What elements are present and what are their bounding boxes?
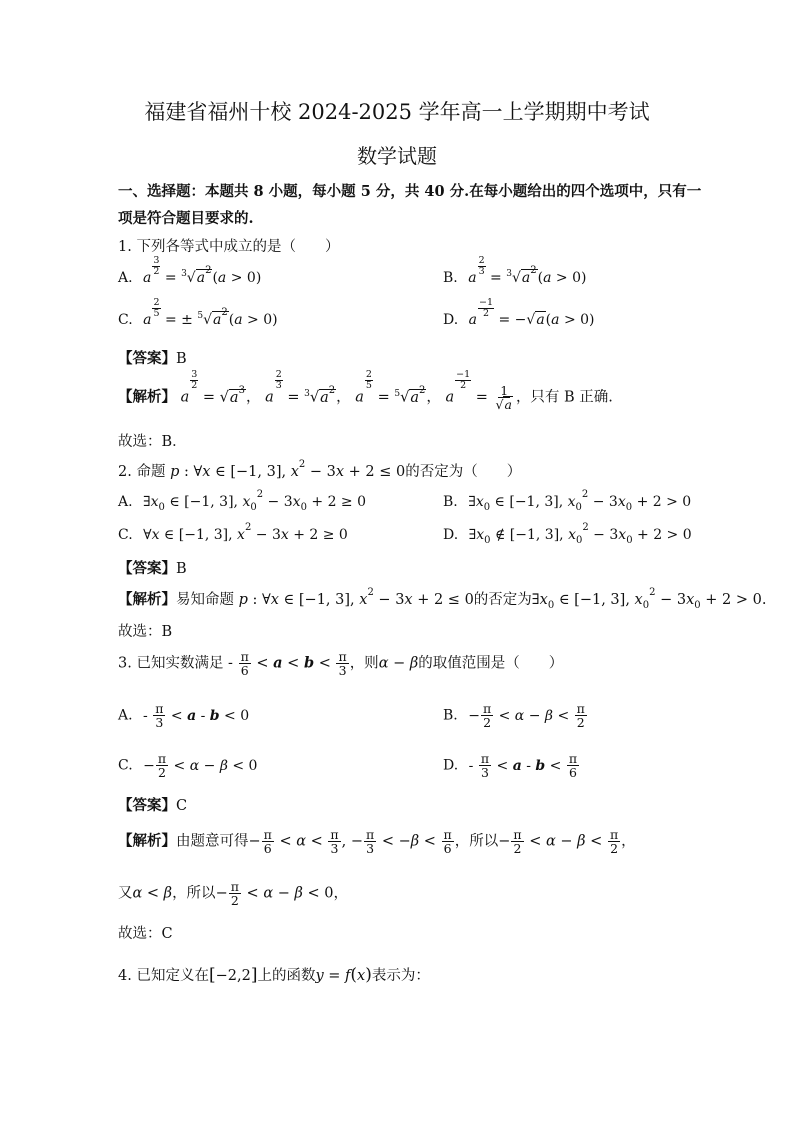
q3-option-d: D. - $\frac{\pi}{3}$ < a - b < $\frac{\pi}{6}$ xyxy=(443,751,578,781)
q2-final: 故选：B xyxy=(118,624,173,640)
q1-option-d: D. a $\frac{-1}{2}$ = −√a(a > 0) xyxy=(443,297,595,328)
q1-stem: 1. 下列各等式中成立的是（ ） xyxy=(118,239,340,255)
q3-option-b: B. − $\frac{\pi}{2}$ < α − β < $\frac{\pi}{2}$ xyxy=(443,701,585,731)
q1-final: 故选：B． xyxy=(118,434,187,450)
q2-analysis: 【解析】易知命题 p : ∀x ∈ [−1, 3], $x^2 - 3x + 2 \le 0$的否定为$\exists x_0$ ∈ [−1, 3], $x_0^2 - 3x_0 + 2 > 0$. xyxy=(118,587,767,611)
option-label: A. xyxy=(118,270,133,286)
option-label: D. xyxy=(443,312,459,328)
q3-final: 故选：C xyxy=(118,926,173,942)
q2-option-a: A. $\exists x_0$ ∈ [−1, 3], $x_0^2 - 3x_0 + 2 \ge 0$ xyxy=(118,489,367,513)
q3-option-c: C. − $\frac{\pi}{2}$ < α − β < 0 xyxy=(118,751,258,781)
option-label: B. xyxy=(443,707,458,724)
option-label: B. xyxy=(443,270,458,286)
section-heading: 一、选择题：本题共 8 小题，每小题 5 分，共 40 分.在每小题给出的四个选项中，只有一 xyxy=(118,183,702,200)
q2-option-b: B. $\exists x_0$ ∈ [−1, 3], $x_0^2 - 3x_0 + 2 > 0$ xyxy=(443,489,692,513)
option-label: C. xyxy=(118,312,133,328)
q1-analysis: 【解析】 a $\frac{3}{2}$ = $√a^3$， a $\frac{2}{3}$ = $^3√a^2$， a $\frac{2}{5}$ = $^5√a^2$， a $\frac{-1}{2}$ = $\frac{1}{√a}$ ，只有 B 正确. xyxy=(118,369,613,413)
q2-stem: 2. 命题 p : ∀x ∈ [−1, 3], $x^2 - 3x + 2 \le 0$的否定为（ ） xyxy=(118,459,522,480)
q3-option-a: A. - $\frac{\pi}{3}$ < a - b < 0 xyxy=(118,701,250,731)
option-label: C. xyxy=(118,757,133,774)
option-label: C. xyxy=(118,527,133,543)
q1-option-c: C. a $\frac{2}{5}$ = ± $^5√a^2(a > 0)$ xyxy=(118,297,278,328)
option-label: A. xyxy=(118,494,133,510)
option-label: D. xyxy=(443,527,459,543)
q3-answer: 【答案】C xyxy=(118,797,188,814)
q3-analysis: 【解析】由题意可得− $\frac{\pi}{6}$ < α < $\frac{\pi}{3}$ , − $\frac{\pi}{3}$ < −β < $\frac{\pi}{6}$ ，所以− $\frac{\pi}{2}$ < α − β < $\frac{\pi}{2}$ ， xyxy=(118,827,636,857)
option-label: A. xyxy=(118,707,133,724)
q1-option-b: B. a $\frac{2}{3}$ = $^3√a^2(a > 0)$ xyxy=(443,255,587,286)
page-title: 福建省福州十校 2024-2025 学年高一上学期期中考试 xyxy=(144,100,650,124)
q2-option-d: D. $\exists x_0$ ∉ [−1, 3], $x_0^2 - 3x_0 + 2 > 0$ xyxy=(443,522,692,546)
q2-option-c: C. ∀x ∈ [−1, 3], $x^2 - 3x + 2 \ge 0$ xyxy=(118,522,348,543)
q1-option-a: A. a $\frac{3}{2}$ = $^3√a^2(a > 0)$ xyxy=(118,255,262,286)
option-label: D. xyxy=(443,757,459,774)
q3-analysis-cont: 又α < β，所以− $\frac{\pi}{2}$ < α − β < 0， xyxy=(118,879,348,909)
q4-stem: 4. 已知定义在[−2,2]上的函数y = f(x)表示为： xyxy=(118,965,430,985)
option-label: B. xyxy=(443,494,458,510)
q2-answer: 【答案】B xyxy=(118,560,187,577)
page-subtitle: 数学试题 xyxy=(357,144,437,168)
q1-answer: 【答案】B xyxy=(118,350,187,367)
section-heading-cont: 项是符合题目要求的. xyxy=(118,210,254,227)
q3-stem: 3. 已知实数满足 - $\frac{\pi}{6}$ < a < b < $\frac{\pi}{3}$ ，则α − β的取值范围是（ ） xyxy=(118,649,564,679)
